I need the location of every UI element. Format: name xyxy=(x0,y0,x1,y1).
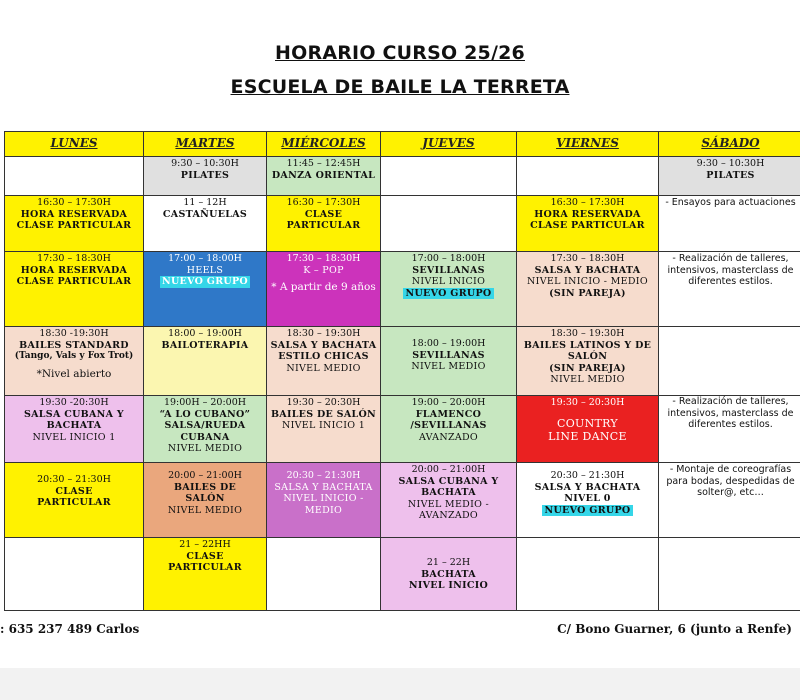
class-name: HORA RESERVADA xyxy=(20,208,128,220)
class-level: NIVEL 0 xyxy=(564,493,611,504)
class-level: NIVEL INICIO - MEDIO xyxy=(283,493,364,516)
day-header-row xyxy=(5,132,800,157)
class-cell-viernes-bailes-latinos xyxy=(517,327,659,396)
class-name: ESTILO CHICAS xyxy=(278,351,369,362)
class-name: DANZA ORIENTAL xyxy=(271,169,376,181)
class-name: BAILES DE xyxy=(173,481,237,493)
class-time: 11:45 – 12:45H xyxy=(286,158,361,169)
class-name: SALÓN xyxy=(567,351,608,362)
class-cell-viernes-country xyxy=(517,396,659,463)
class-name: CLASE PARTICULAR xyxy=(530,220,645,231)
empty-cell xyxy=(267,538,381,611)
class-time: 18:00 – 19:00H xyxy=(411,338,486,349)
class-name: CUBANA xyxy=(180,431,230,443)
class-time: 18:00 – 19:00H xyxy=(168,328,242,339)
class-time: 18:30 -19:30H xyxy=(39,328,109,339)
class-subtitle: (Tango, Vals y Fox Trot) xyxy=(14,351,134,361)
new-group-badge: NUEVO GRUPO xyxy=(405,287,492,299)
class-cell-lunes-hora-reservada xyxy=(5,252,144,327)
class-time: 9:30 – 10:30H xyxy=(171,158,239,169)
class-time: 9:30 – 10:30H xyxy=(696,158,765,169)
class-name: PILATES xyxy=(180,169,230,181)
class-level: NIVEL INICIO 1 xyxy=(32,431,116,443)
class-time: 20:30 – 21:30H xyxy=(37,474,111,485)
class-time: 16:30 – 17:30H xyxy=(286,197,361,208)
class-cell-miercoles-clase-particular xyxy=(267,196,381,252)
class-cell-lunes-hora-reservada xyxy=(5,196,144,252)
class-name: SALSA Y BACHATA xyxy=(270,339,377,351)
class-name: SALSA Y BACHATA xyxy=(534,264,641,276)
class-level: NIVEL INICIO xyxy=(408,580,489,591)
class-cell-martes-clase-particular xyxy=(144,538,267,611)
class-cell-miercoles-salsa-bachata xyxy=(267,463,381,538)
class-name: “A LO CUBANO” xyxy=(159,408,251,420)
class-name: HEELS xyxy=(186,264,224,276)
class-name: SALÓN xyxy=(185,493,225,504)
class-cell-jueves-sevillanas xyxy=(381,252,517,327)
class-level: NIVEL MEDIO xyxy=(550,374,625,385)
schedule-row xyxy=(5,157,800,196)
class-name: LINE DANCE xyxy=(548,429,627,443)
class-name: CASTAÑUELAS xyxy=(162,208,248,220)
class-name: BAILES STANDARD xyxy=(19,339,129,351)
class-time: 21 – 22HH xyxy=(179,539,231,550)
class-name: SALSA/RUEDA xyxy=(164,420,246,431)
class-time: 19:30 – 20:30H xyxy=(286,397,361,408)
class-level: AVANZADO xyxy=(418,510,479,521)
class-name: HORA RESERVADA xyxy=(20,264,128,276)
class-name: SEVILLANAS xyxy=(412,349,485,361)
class-time: 18:30 – 19:30H xyxy=(550,328,625,339)
class-name: PILATES xyxy=(706,169,755,181)
class-time: 20:30 – 21:30H xyxy=(550,470,625,481)
class-cell-lunes-bailes-standard xyxy=(5,327,144,396)
class-cell-martes-bailes-de-salon xyxy=(144,463,267,538)
class-time: 16:30 – 17:30H xyxy=(37,197,111,208)
empty-cell xyxy=(659,327,800,396)
class-level: NIVEL MEDIO xyxy=(411,361,486,372)
class-cell-martes-pilates xyxy=(144,157,267,196)
class-name: /SEVILLANAS xyxy=(410,420,487,431)
empty-cell xyxy=(517,157,659,196)
class-cell-miercoles-bailes-de-salon xyxy=(267,396,381,463)
day-header-viernes: VIERNES xyxy=(517,132,659,157)
schedule-row xyxy=(5,396,800,463)
schedule-row xyxy=(5,196,800,252)
class-cell-viernes-salsa-bachata xyxy=(517,252,659,327)
class-cell-martes-bailoterapia xyxy=(144,327,267,396)
class-level: AVANZADO xyxy=(418,431,479,443)
class-name: BACHATA xyxy=(421,568,476,580)
class-name: CLASE xyxy=(304,208,343,220)
empty-cell xyxy=(517,538,659,611)
class-level: NIVEL INICIO - MEDIO xyxy=(527,276,648,287)
class-time: 17:00 – 18:00H xyxy=(411,253,486,264)
day-header-martes: MARTES xyxy=(144,132,267,157)
day-header-sabado: SÁBADO xyxy=(659,132,800,157)
class-name: BACHATA xyxy=(46,420,102,431)
class-name: BAILES DE SALÓN xyxy=(270,408,377,420)
empty-cell xyxy=(381,157,517,196)
class-cell-martes-a-lo-cubano xyxy=(144,396,267,463)
schedule-row xyxy=(5,463,800,538)
saturday-note-talleres: - Realización de talleres, intensivos, masterclass de diferentes estilos. xyxy=(659,396,800,463)
class-time: 19:00 – 20:00H xyxy=(411,397,486,408)
saturday-note-talleres: - Realización de talleres, intensivos, masterclass de diferentes estilos. xyxy=(659,252,800,327)
class-cell-miercoles-danza-oriental xyxy=(267,157,381,196)
class-name: PARTICULAR xyxy=(286,220,361,231)
class-time: 20:30 – 21:30H xyxy=(286,470,361,481)
class-name: BAILOTERAPIA xyxy=(161,339,249,351)
class-extra: (SIN PAREJA) xyxy=(549,362,626,374)
schedule-row xyxy=(5,252,800,327)
class-level: NIVEL INICIO 1 xyxy=(281,420,366,431)
school-name: ESCUELA DE BAILE LA TERRETA xyxy=(230,76,570,98)
class-name: PARTICULAR xyxy=(168,562,242,573)
class-time: 21 – 22H xyxy=(426,557,471,568)
empty-cell xyxy=(5,538,144,611)
class-time: 16:30 – 17:30H xyxy=(550,197,625,208)
schedule-row xyxy=(5,538,800,611)
class-level: NIVEL MEDIO xyxy=(286,362,361,374)
class-name: SALSA Y BACHATA xyxy=(274,481,373,493)
class-cell-martes-castanuelas xyxy=(144,196,267,252)
class-name: SEVILLANAS xyxy=(412,264,485,276)
saturday-note-ensayos: - Ensayos para actuaciones xyxy=(659,196,800,252)
class-name: PARTICULAR xyxy=(37,497,111,508)
class-cell-sabado-pilates xyxy=(659,157,800,196)
saturday-note-montaje: - Montaje de coreografías para bodas, despedidas de solter@, etc… xyxy=(659,463,800,538)
class-time: 17:30 – 18:30H xyxy=(37,253,111,264)
class-time: 17:30 – 18:30H xyxy=(286,253,361,264)
empty-cell xyxy=(381,196,517,252)
day-header-miercoles: MIÉRCOLES xyxy=(267,132,381,157)
class-name: CLASE xyxy=(186,550,224,562)
class-level: NIVEL MEDIO - xyxy=(407,498,490,510)
level-note: *Nivel abierto xyxy=(36,367,112,380)
class-cell-lunes-salsa-cubana xyxy=(5,396,144,463)
class-name: FLAMENCO xyxy=(415,408,482,420)
contact-phone: : 635 237 489 Carlos xyxy=(0,622,140,636)
class-cell-miercoles-kpop xyxy=(267,252,381,327)
class-cell-jueves-salsa-cubana xyxy=(381,463,517,538)
class-time: 20:00 – 21:00H xyxy=(411,464,486,475)
class-cell-viernes-hora-reservada xyxy=(517,196,659,252)
class-time: 19:30 – 20:30H xyxy=(550,397,625,408)
class-name: CLASE PARTICULAR xyxy=(16,276,132,287)
class-cell-jueves-sevillanas xyxy=(381,327,517,396)
class-time: 17:30 – 18:30H xyxy=(550,253,625,264)
class-name: SALSA CUBANA Y xyxy=(398,475,499,487)
class-name: COUNTRY xyxy=(557,416,618,430)
day-header-jueves: JUEVES xyxy=(381,132,517,157)
class-time: 19:00H – 20:00H xyxy=(163,397,247,408)
class-name: CLASE xyxy=(55,485,93,497)
schedule-title: HORARIO CURSO 25/26 xyxy=(275,42,525,64)
new-group-badge: NUEVO GRUPO xyxy=(161,276,248,287)
class-time: 17:00 – 18:00H xyxy=(168,253,242,264)
class-name: HORA RESERVADA xyxy=(534,208,641,220)
class-time: 11 – 12H xyxy=(183,197,227,208)
class-level: NIVEL INICIO xyxy=(411,276,486,287)
empty-cell xyxy=(659,538,800,611)
class-level: NIVEL MEDIO xyxy=(167,443,243,454)
class-time: 18:30 – 19:30H xyxy=(286,328,361,339)
class-name: CLASE PARTICULAR xyxy=(16,220,132,231)
new-group-badge: NUEVO GRUPO xyxy=(544,504,631,516)
age-note: * A partir de 9 años xyxy=(271,281,376,293)
class-cell-martes-heels xyxy=(144,252,267,327)
class-time: 20:00 – 21:00H xyxy=(168,470,242,481)
empty-cell xyxy=(5,157,144,196)
class-name: SALSA Y BACHATA xyxy=(534,481,641,493)
day-header-lunes: LUNES xyxy=(5,132,144,157)
class-level: NIVEL MEDIO xyxy=(167,504,243,516)
class-extra: (SIN PAREJA) xyxy=(549,287,626,299)
class-name: BAILES LATINOS Y DE xyxy=(523,339,652,351)
class-name: SALSA CUBANA Y xyxy=(23,408,125,420)
class-cell-jueves-flamenco xyxy=(381,396,517,463)
class-name: K – POP xyxy=(303,264,344,276)
class-time: 19:30 -20:30H xyxy=(39,397,109,408)
class-name: BACHATA xyxy=(421,487,476,498)
class-cell-lunes-clase-particular xyxy=(5,463,144,538)
class-cell-viernes-salsa-bachata xyxy=(517,463,659,538)
schedule-table xyxy=(4,131,800,611)
address: C/ Bono Guarner, 6 (junto a Renfe) xyxy=(557,622,792,636)
class-cell-jueves-bachata xyxy=(381,538,517,611)
class-cell-miercoles-salsa-bachata xyxy=(267,327,381,396)
schedule-row xyxy=(5,327,800,396)
bottom-margin xyxy=(0,668,800,700)
